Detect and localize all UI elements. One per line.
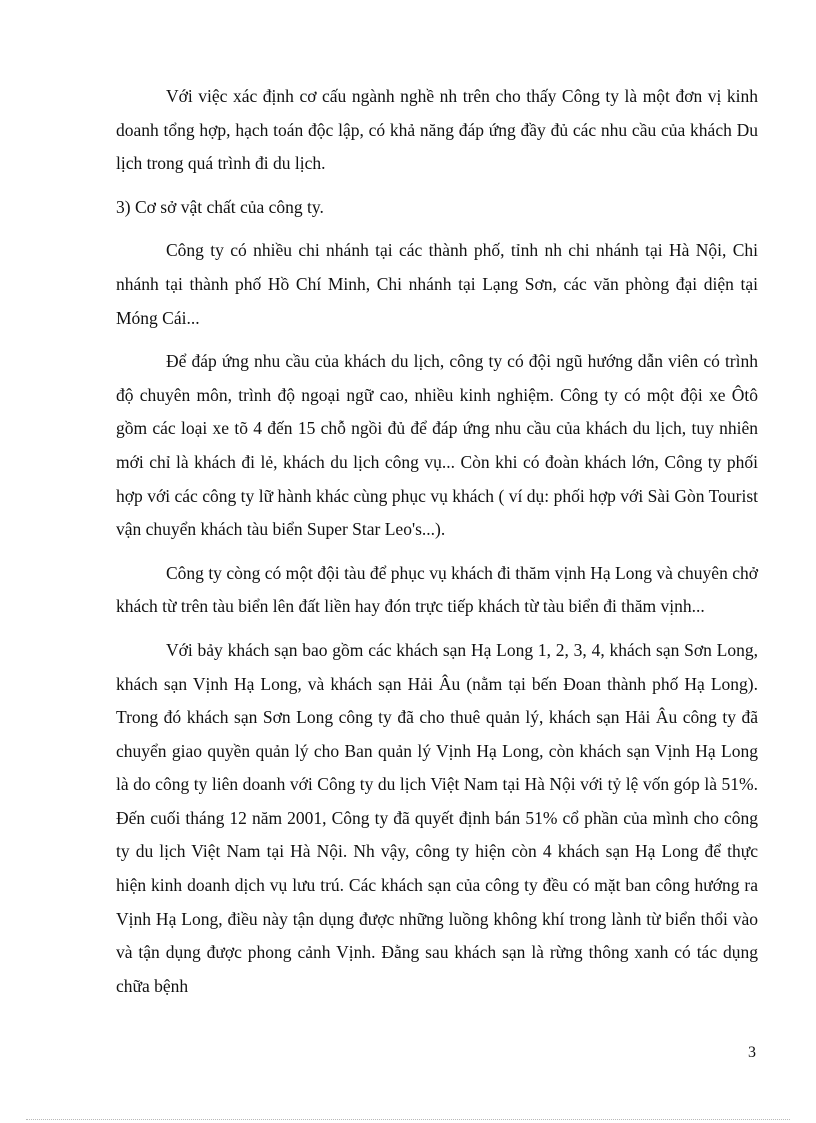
section-heading-facilities: 3) Cơ sở vật chất của công ty. (116, 196, 324, 217)
document-body (116, 80, 758, 1013)
paragraph-branches: Công ty có nhiều chi nhánh tại các thành phố, tỉnh nh chi nhánh tại Hà Nội, Chi nhánh tại thành phố Hồ Chí Minh, Chi nhánh tại Lạng Sơn, các văn phòng đại diện tại Móng Cái... (116, 240, 758, 328)
paragraph-hotels: Với bảy khách sạn bao gồm các khách sạn Hạ Long 1, 2, 3, 4, khách sạn Sơn Long, khách sạn Vịnh Hạ Long, và khách sạn Hải Âu (nằm tại bến Đoan thành phố Hạ Long). Trong đó khách sạn Sơn Long công ty đã cho thuê quản lý, khách sạn Hải Âu công ty đã chuyển giao quyền quản lý cho Ban quản lý Vịnh Hạ Long, còn khách sạn Vịnh Hạ Long là do công ty liên doanh với Công ty du lịch Việt Nam tại Hà Nội với tỷ lệ vốn góp là 51%. Đến cuối tháng 12 năm 2001, Công ty đã quyết định bán 51% cổ phần của mình cho công ty du lịch Việt Nam tại Hà Nội. Nh vậy, công ty hiện còn 4 khách sạn Hạ Long để thực hiện kinh doanh dịch vụ lưu trú. Các khách sạn của công ty đều có mặt ban công hướng ra Vịnh Hạ Long, điều này tận dụng được những luồng không khí trong lành từ biển thổi vào và tận dụng được phong cảnh Vịnh. Đằng sau khách sạn là rừng thông xanh có tác dụng chữa bệnh (116, 639, 758, 996)
page-bottom-divider (26, 1119, 790, 1120)
page-number: 3 (748, 1044, 756, 1061)
paragraph-business-structure: Với việc xác định cơ cấu ngành nghề nh trên cho thấy Công ty là một đơn vị kinh doanh tổng hợp, hạch toán độc lập, có khả năng đáp ứng đầy đủ các nhu cầu của khách Du lịch trong quá trình đi du lịch. (116, 86, 758, 174)
paragraph-guides-vehicles: Để đáp ứng nhu cầu của khách du lịch, công ty có đội ngũ hướng dẫn viên có trình độ chuyên môn, trình độ ngoại ngữ cao, nhiều kinh nghiệm. Công ty có một đội xe Ôtô gồm các loại xe tõ 4 đến 15 chỗ ngồi đủ để đáp ứng nhu cầu của khách du lịch, tuy nhiên mới chỉ là khách đi lẻ, khách du lịch công vụ... Còn khi có đoàn khách lớn, Công ty phối hợp với các công ty lữ hành khác cùng phục vụ khách ( ví dụ: phối hợp với Sài Gòn Tourist vận chuyển khách tàu biển Super Star Leo's...). (116, 351, 758, 540)
paragraph-boat-fleet: Công ty còng có một đội tàu để phục vụ khách đi thăm vịnh Hạ Long và chuyên chở khách từ trên tàu biển lên đất liền hay đón trực tiếp khách từ tàu biển đi thăm vịnh... (116, 562, 758, 617)
